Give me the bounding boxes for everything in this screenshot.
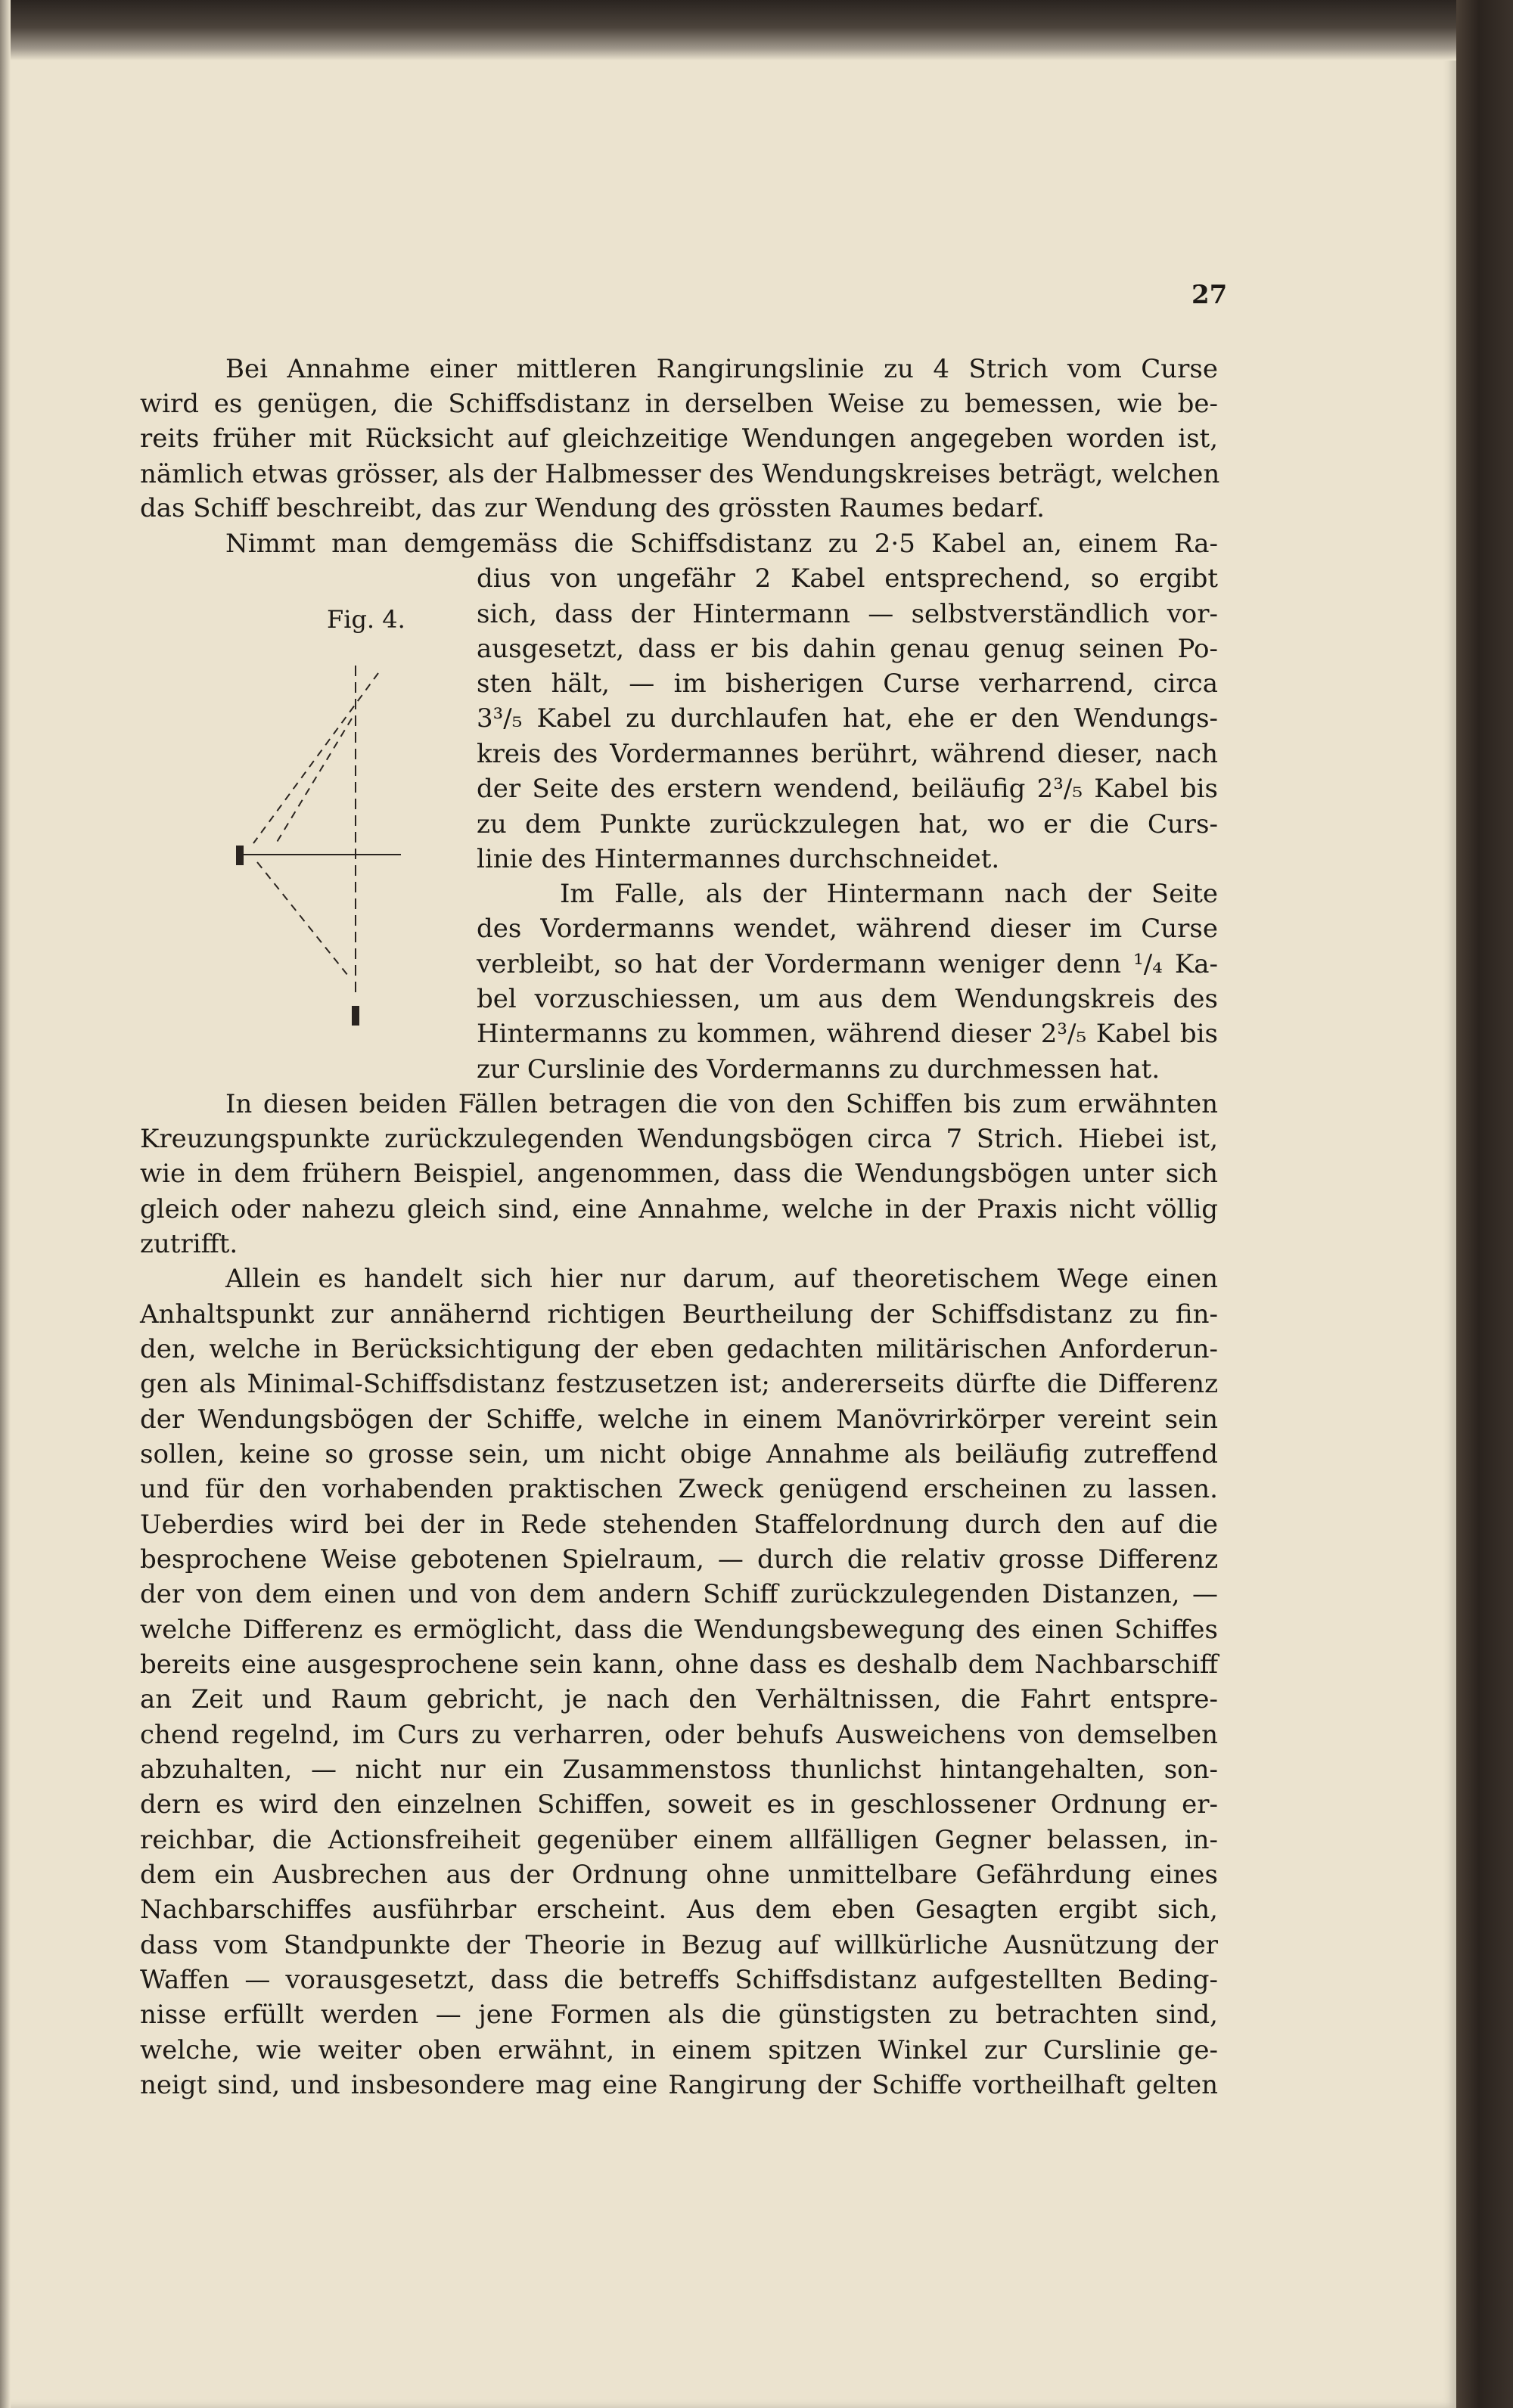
- text-line: Allein es handelt sich hier nur darum, auf theoretischem Wege einen: [225, 1264, 1218, 1294]
- text-line: ausgesetzt, dass er bis dahin genau genug seinen Po-: [477, 634, 1218, 664]
- text-line: chend regelnd, im Curs zu verharren, oder behufs Ausweichens von demselben: [140, 1720, 1218, 1750]
- turning-arc-left: [253, 673, 378, 843]
- text-line: gleich oder nahezu gleich sind, eine Annahme, welche in der Praxis nicht völlig: [140, 1194, 1218, 1224]
- text-line: reichbar, die Actionsfreiheit gegenüber einem allfälligen Gegner belassen, in-: [140, 1825, 1218, 1855]
- text-line: sich, dass der Hintermann — selbstverständlich vor-: [477, 599, 1218, 629]
- text-line: Waffen — vorausgesetzt, dass die betreffs Schiffsdistanz aufgestellten Beding-: [140, 1965, 1218, 1995]
- ship-rear-icon: [352, 1006, 359, 1026]
- text-line: sten hält, — im bisherigen Curse verharrend, circa: [477, 669, 1218, 699]
- text-line: In diesen beiden Fällen betragen die von den Schiffen bis zum erwähnten: [225, 1089, 1218, 1119]
- page-top-shadow: [0, 0, 1456, 61]
- text-line: zur Curslinie des Vordermanns zu durchmessen hat.: [477, 1054, 1160, 1085]
- text-line: besprochene Weise gebotenen Spielraum, — durch die relativ grosse Differenz: [140, 1544, 1218, 1575]
- text-line: das Schiff beschreibt, das zur Wendung des grössten Raumes bedarf.: [140, 493, 1045, 523]
- text-line: an Zeit und Raum gebricht, je nach den Verhältnissen, die Fahrt entspre-: [140, 1684, 1218, 1714]
- text-line: dass vom Standpunkte der Theorie in Bezug auf willkürliche Ausnützung der: [140, 1930, 1218, 1960]
- text-line: bel vorzuschiessen, um aus dem Wendungskreis des: [477, 984, 1218, 1014]
- text-line: und für den vorhabenden praktischen Zweck genügend erscheinen zu lassen.: [140, 1474, 1218, 1504]
- text-line: wie in dem frühern Beispiel, angenommen, dass die Wendungsbögen unter sich: [140, 1159, 1218, 1189]
- text-line: nisse erfüllt werden — jene Formen als die günstigsten zu betrachten sind,: [140, 2000, 1218, 2030]
- text-line: zutrifft.: [140, 1229, 238, 1259]
- figure-label: Fig. 4.: [327, 605, 405, 634]
- text-line: der von dem einen und von dem andern Schiff zurückzulegenden Distanzen, —: [140, 1579, 1218, 1609]
- text-line: dius von ungefähr 2 Kabel entsprechend, so ergibt: [477, 563, 1218, 594]
- text-line: Im Falle, als der Hintermann nach der Seite: [560, 879, 1218, 909]
- text-line: Anhaltspunkt zur annähernd richtigen Beurtheilung der Schiffsdistanz zu fin-: [140, 1299, 1218, 1330]
- text-line: Nachbarschiffes ausführbar erscheint. Aus dem eben Gesagten ergibt sich,: [140, 1894, 1218, 1925]
- text-line: verbleibt, so hat der Vordermann weniger denn ¹/₄ Ka-: [477, 949, 1218, 979]
- page-number: 27: [1191, 280, 1228, 310]
- text-line: welche, wie weiter oben erwähnt, in einem spitzen Winkel zur Curslinie ge-: [140, 2035, 1218, 2065]
- text-line: der Wendungsbögen der Schiffe, welche in einem Manövrirkörper vereint sein: [140, 1404, 1218, 1435]
- text-line: den, welche in Berücksichtigung der eben gedachten militärischen Anforderun-: [140, 1334, 1218, 1364]
- page-left-edge: [0, 0, 11, 2408]
- text-line: der Seite des erstern wendend, beiläufig 2³/₅ Kabel bis: [477, 774, 1218, 804]
- text-line: Hintermanns zu kommen, während dieser 2³/₅ Kabel bis: [477, 1019, 1218, 1049]
- text-line: linie des Hintermannes durchschneidet.: [477, 844, 1000, 874]
- text-line: reits früher mit Rücksicht auf gleichzeitige Wendungen angegeben worden ist,: [140, 424, 1218, 454]
- text-line: abzuhalten, — nicht nur ein Zusammenstoss thunlichst hintangehalten, son-: [140, 1755, 1218, 1785]
- text-line: 3³/₅ Kabel zu durchlaufen hat, ehe er den Wendungs-: [477, 703, 1218, 734]
- text-line: bereits eine ausgesprochene sein kann, ohne dass es deshalb dem Nachbarschiff: [140, 1649, 1218, 1680]
- book-spine: [1456, 0, 1513, 2408]
- diagonal-path: [257, 862, 348, 976]
- text-line: wird es genügen, die Schiffsdistanz in derselben Weise zu bemessen, wie be-: [140, 389, 1218, 419]
- turning-arc-inner: [276, 718, 352, 843]
- text-line: sollen, keine so grosse sein, um nicht obige Annahme als beiläufig zutreffend: [140, 1439, 1218, 1469]
- text-line: zu dem Punkte zurückzulegen hat, wo er die Curs-: [477, 809, 1218, 839]
- text-line: Kreuzungspunkte zurückzulegenden Wendungsbögen circa 7 Strich. Hiebei ist,: [140, 1124, 1218, 1154]
- text-line: neigt sind, und insbesondere mag eine Rangirung der Schiffe vortheilhaft gelten: [140, 2070, 1218, 2100]
- text-line: dern es wird den einzelnen Schiffen, soweit es in geschlossener Ordnung er-: [140, 1789, 1218, 1820]
- figure-4-diagram: [219, 650, 416, 1044]
- text-line: dem ein Ausbrechen aus der Ordnung ohne unmittelbare Gefährdung eines: [140, 1860, 1218, 1890]
- text-line: Bei Annahme einer mittleren Rangirungslinie zu 4 Strich vom Curse: [225, 354, 1218, 384]
- text-line: Ueberdies wird bei der in Rede stehenden Staffelordnung durch den auf die: [140, 1510, 1218, 1540]
- text-line: welche Differenz es ermöglicht, dass die Wendungsbewegung des einen Schiffes: [140, 1615, 1218, 1645]
- text-line: gen als Minimal-Schiffsdistanz festzusetzen ist; andererseits dürfte die Differenz: [140, 1369, 1218, 1399]
- ship-front-icon: [236, 846, 244, 865]
- text-line: Nimmt man demgemäss die Schiffsdistanz zu 2·5 Kabel an, einem Ra-: [225, 529, 1218, 559]
- text-line: des Vordermanns wendet, während dieser im Curse: [477, 914, 1218, 944]
- text-line: kreis des Vordermannes berührt, während dieser, nach: [477, 739, 1218, 769]
- text-line: nämlich etwas grösser, als der Halbmesser des Wendungskreises beträgt, welchen: [140, 459, 1220, 489]
